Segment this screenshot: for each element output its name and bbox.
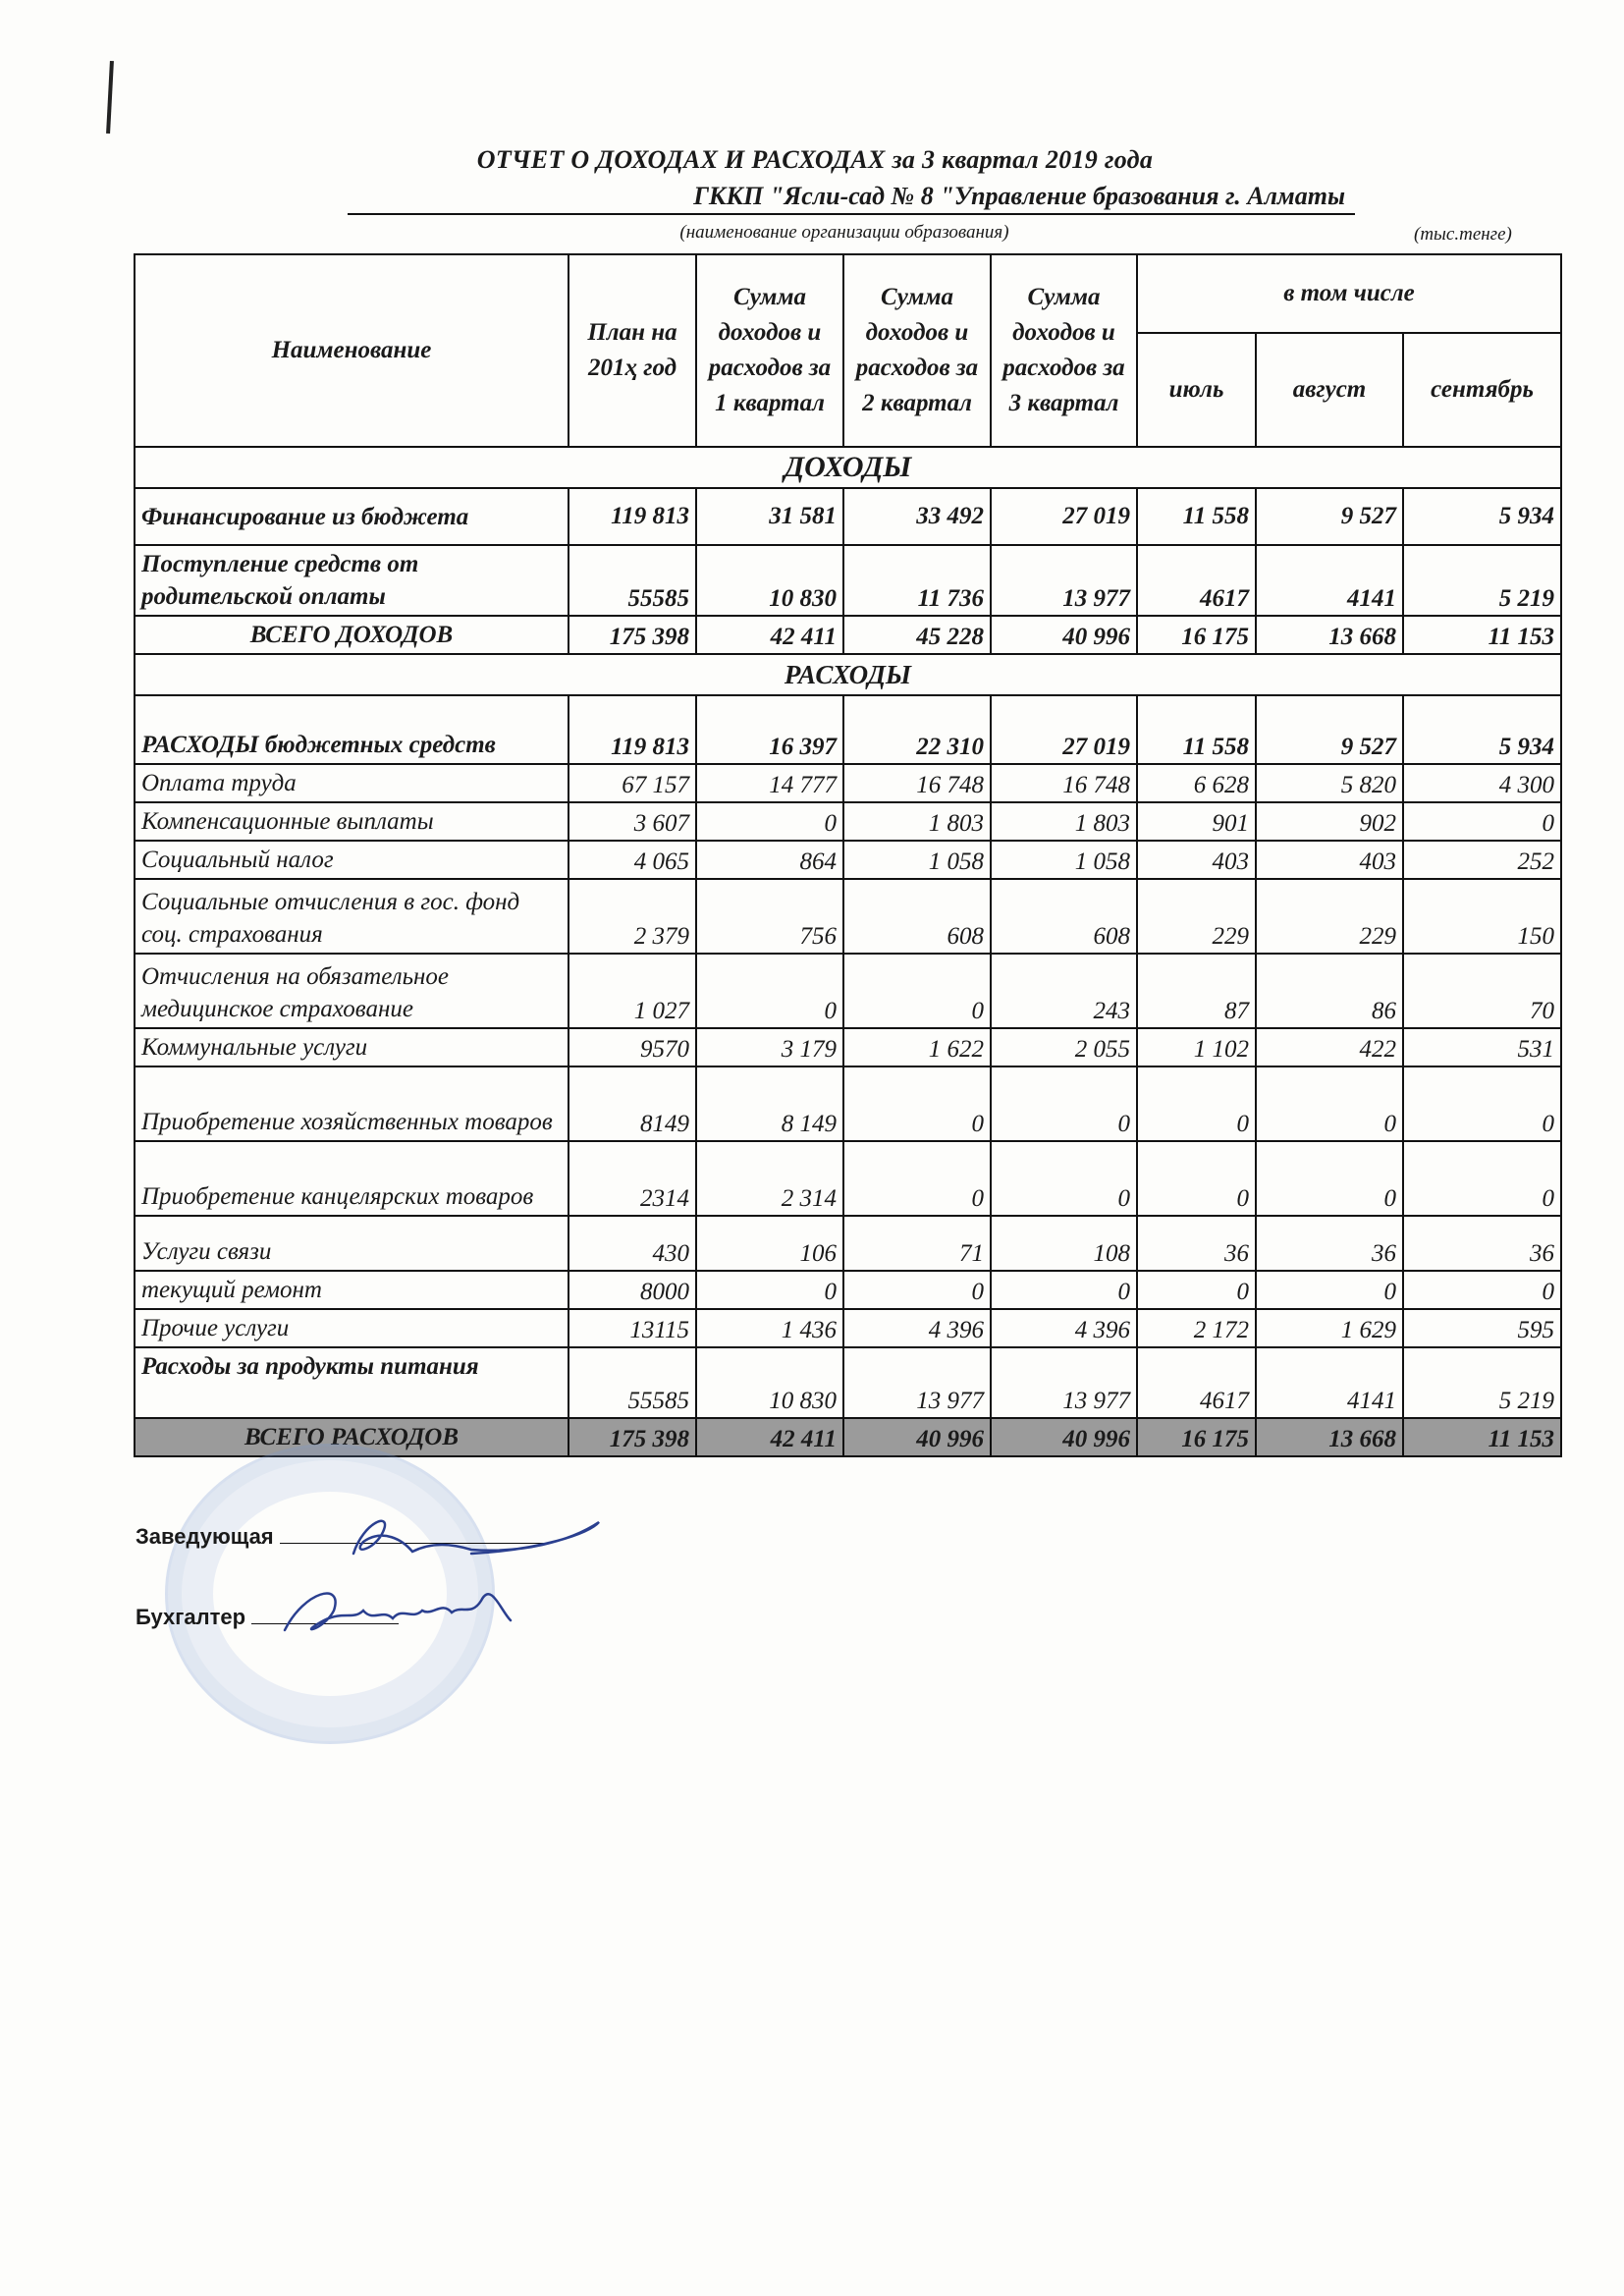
cell-july: 36 <box>1137 1216 1256 1271</box>
row-label: Социальные отчисления в гос. фонд соц. страхования <box>135 879 568 954</box>
accountant-label: Бухгалтер <box>135 1605 246 1629</box>
cell-july: 1 102 <box>1137 1028 1256 1066</box>
organization-name: ГККП "Ясли-сад № 8 "Управление бразования г. Алматы <box>348 182 1355 215</box>
cell-q2: 1 058 <box>843 841 991 879</box>
income-section-row <box>135 447 1561 488</box>
cell-august: 902 <box>1256 802 1403 841</box>
expense-row <box>135 1271 1561 1309</box>
cell-july: 4617 <box>1137 545 1256 616</box>
income-total-row <box>135 616 1561 654</box>
cell-q1: 0 <box>696 802 843 841</box>
cell-plan: 430 <box>568 1216 696 1271</box>
row-label: Расходы за продукты питания <box>135 1347 568 1418</box>
header-q3: Сумма доходов и расходов за 3 квартал <box>991 254 1137 447</box>
cell-july: 2 172 <box>1137 1309 1256 1347</box>
cell-august: 36 <box>1256 1216 1403 1271</box>
cell-august: 13 668 <box>1256 616 1403 654</box>
cell-july: 403 <box>1137 841 1256 879</box>
cell-august: 9 527 <box>1256 695 1403 764</box>
cell-q2: 1 803 <box>843 802 991 841</box>
expense-row <box>135 879 1561 954</box>
cell-q3: 243 <box>991 954 1137 1028</box>
cell-july: 0 <box>1137 1271 1256 1309</box>
cell-july: 229 <box>1137 879 1256 954</box>
cell-q3: 27 019 <box>991 488 1137 545</box>
row-label: Финансирование из бюджета <box>135 488 568 545</box>
cell-q3: 13 977 <box>991 1347 1137 1418</box>
expense-budget-row <box>135 695 1561 764</box>
expense-row <box>135 1309 1561 1347</box>
cell-q3: 16 748 <box>991 764 1137 802</box>
row-label: ВСЕГО ДОХОДОВ <box>135 616 568 654</box>
food-expense-row <box>135 1347 1561 1418</box>
cell-q2: 33 492 <box>843 488 991 545</box>
cell-q1: 864 <box>696 841 843 879</box>
report-table <box>134 253 1562 1457</box>
cell-plan: 119 813 <box>568 488 696 545</box>
cell-q3: 4 396 <box>991 1309 1137 1347</box>
cell-q1: 0 <box>696 1271 843 1309</box>
cell-q3: 2 055 <box>991 1028 1137 1066</box>
row-label: Приобретение хозяйственных товаров <box>135 1066 568 1141</box>
cell-september: 4 300 <box>1403 764 1561 802</box>
cell-q3: 608 <box>991 879 1137 954</box>
row-label: Оплата труда <box>135 764 568 802</box>
cell-q1: 3 179 <box>696 1028 843 1066</box>
head-signature <box>324 1493 619 1571</box>
cell-q1: 756 <box>696 879 843 954</box>
cell-july: 0 <box>1137 1066 1256 1141</box>
cell-august: 4141 <box>1256 1347 1403 1418</box>
cell-plan: 55585 <box>568 545 696 616</box>
cell-august: 229 <box>1256 879 1403 954</box>
expense-row <box>135 802 1561 841</box>
cell-august: 0 <box>1256 1141 1403 1216</box>
expense-section-title: РАСХОДЫ <box>135 654 1561 695</box>
cell-july: 0 <box>1137 1141 1256 1216</box>
cell-q3: 1 803 <box>991 802 1137 841</box>
cell-august: 13 668 <box>1256 1418 1403 1456</box>
income-rows <box>135 488 1561 654</box>
cell-q3: 0 <box>991 1066 1137 1141</box>
cell-plan: 175 398 <box>568 1418 696 1456</box>
income-section-title: ДОХОДЫ <box>135 447 1561 488</box>
header-name: Наименование <box>135 254 568 447</box>
header-july: июль <box>1137 333 1256 447</box>
cell-plan: 4 065 <box>568 841 696 879</box>
cell-august: 0 <box>1256 1066 1403 1141</box>
cell-q2: 4 396 <box>843 1309 991 1347</box>
expense-row <box>135 1141 1561 1216</box>
row-label: Прочие услуги <box>135 1309 568 1347</box>
expense-section-row <box>135 654 1561 695</box>
cell-q2: 13 977 <box>843 1347 991 1418</box>
cell-september: 36 <box>1403 1216 1561 1271</box>
report-title: ОТЧЕТ О ДОХОДАХ И РАСХОДАХ за 3 квартал 2019 года <box>476 145 1154 174</box>
header-plan: План на 201ҳ год <box>568 254 696 447</box>
cell-q2: 0 <box>843 1066 991 1141</box>
cell-september: 11 153 <box>1403 1418 1561 1456</box>
cell-q1: 16 397 <box>696 695 843 764</box>
cell-plan: 9570 <box>568 1028 696 1066</box>
head-label: Заведующая <box>135 1524 274 1549</box>
cell-q3: 0 <box>991 1271 1137 1309</box>
cell-q1: 8 149 <box>696 1066 843 1141</box>
cell-q3: 40 996 <box>991 1418 1137 1456</box>
cell-july: 11 558 <box>1137 488 1256 545</box>
table-header-row <box>135 254 1561 333</box>
cell-q2: 608 <box>843 879 991 954</box>
cell-plan: 2314 <box>568 1141 696 1216</box>
cell-july: 901 <box>1137 802 1256 841</box>
cell-q2: 11 736 <box>843 545 991 616</box>
cell-q2: 16 748 <box>843 764 991 802</box>
cell-september: 0 <box>1403 1271 1561 1309</box>
cell-september: 5 219 <box>1403 545 1561 616</box>
row-label: Поступление средств от родительской оплаты <box>135 545 568 616</box>
cell-july: 4617 <box>1137 1347 1256 1418</box>
cell-september: 5 934 <box>1403 695 1561 764</box>
cell-q3: 0 <box>991 1141 1137 1216</box>
cell-august: 0 <box>1256 1271 1403 1309</box>
cell-august: 5 820 <box>1256 764 1403 802</box>
cell-september: 252 <box>1403 841 1561 879</box>
row-label: текущий ремонт <box>135 1271 568 1309</box>
row-label: Социальный налог <box>135 841 568 879</box>
cell-august: 403 <box>1256 841 1403 879</box>
income-row <box>135 488 1561 545</box>
cell-august: 422 <box>1256 1028 1403 1066</box>
cell-july: 6 628 <box>1137 764 1256 802</box>
expense-row <box>135 954 1561 1028</box>
cell-q1: 14 777 <box>696 764 843 802</box>
row-label: ВСЕГО РАСХОДОВ <box>135 1418 568 1456</box>
cell-plan: 8000 <box>568 1271 696 1309</box>
accountant-signature <box>265 1571 540 1650</box>
cell-august: 9 527 <box>1256 488 1403 545</box>
expense-row <box>135 764 1561 802</box>
cell-plan: 55585 <box>568 1347 696 1418</box>
cell-q3: 1 058 <box>991 841 1137 879</box>
cell-q2: 0 <box>843 1141 991 1216</box>
cell-july: 16 175 <box>1137 616 1256 654</box>
cell-plan: 119 813 <box>568 695 696 764</box>
cell-q1: 42 411 <box>696 616 843 654</box>
cell-q2: 1 622 <box>843 1028 991 1066</box>
cell-q2: 0 <box>843 954 991 1028</box>
cell-q1: 42 411 <box>696 1418 843 1456</box>
cell-july: 87 <box>1137 954 1256 1028</box>
cell-september: 5 219 <box>1403 1347 1561 1418</box>
cell-september: 0 <box>1403 1066 1561 1141</box>
cell-august: 86 <box>1256 954 1403 1028</box>
cell-plan: 3 607 <box>568 802 696 841</box>
cell-q3: 27 019 <box>991 695 1137 764</box>
cell-september: 5 934 <box>1403 488 1561 545</box>
cell-september: 11 153 <box>1403 616 1561 654</box>
cell-q1: 1 436 <box>696 1309 843 1347</box>
cell-plan: 13115 <box>568 1309 696 1347</box>
cell-september: 0 <box>1403 1141 1561 1216</box>
organization-caption: (наименование организации образования) <box>679 222 1009 243</box>
cell-q1: 31 581 <box>696 488 843 545</box>
cell-september: 595 <box>1403 1309 1561 1347</box>
cell-july: 11 558 <box>1137 695 1256 764</box>
expense-row <box>135 1216 1561 1271</box>
header-september: сентябрь <box>1403 333 1561 447</box>
cell-q2: 0 <box>843 1271 991 1309</box>
cell-september: 150 <box>1403 879 1561 954</box>
cell-q2: 40 996 <box>843 1418 991 1456</box>
cell-july: 16 175 <box>1137 1418 1256 1456</box>
expense-rows <box>135 695 1561 1456</box>
cell-q3: 40 996 <box>991 616 1137 654</box>
cell-september: 531 <box>1403 1028 1561 1066</box>
expense-row <box>135 1066 1561 1141</box>
expense-row <box>135 841 1561 879</box>
cell-q2: 45 228 <box>843 616 991 654</box>
expense-row <box>135 1028 1561 1066</box>
header-including: в том числе <box>1137 254 1561 333</box>
units-label: (тыс.тенге) <box>1414 224 1512 245</box>
row-label: Услуги связи <box>135 1216 568 1271</box>
cell-plan: 2 379 <box>568 879 696 954</box>
row-label: Коммунальные услуги <box>135 1028 568 1066</box>
row-label: РАСХОДЫ бюджетных средств <box>135 695 568 764</box>
header-q2: Сумма доходов и расходов за 2 квартал <box>843 254 991 447</box>
cell-q1: 10 830 <box>696 545 843 616</box>
row-label: Компенсационные выплаты <box>135 802 568 841</box>
cell-q1: 0 <box>696 954 843 1028</box>
cell-q1: 2 314 <box>696 1141 843 1216</box>
cell-august: 4141 <box>1256 545 1403 616</box>
row-label: Отчисления на обязательное медицинское страхование <box>135 954 568 1028</box>
cell-plan: 175 398 <box>568 616 696 654</box>
income-row <box>135 545 1561 616</box>
margin-mark <box>106 61 114 134</box>
cell-september: 0 <box>1403 802 1561 841</box>
cell-plan: 8149 <box>568 1066 696 1141</box>
cell-plan: 1 027 <box>568 954 696 1028</box>
cell-q2: 22 310 <box>843 695 991 764</box>
cell-q3: 108 <box>991 1216 1137 1271</box>
cell-q2: 71 <box>843 1216 991 1271</box>
cell-plan: 67 157 <box>568 764 696 802</box>
cell-q1: 106 <box>696 1216 843 1271</box>
cell-september: 70 <box>1403 954 1561 1028</box>
header-q1: Сумма доходов и расходов за 1 квартал <box>696 254 843 447</box>
cell-q1: 10 830 <box>696 1347 843 1418</box>
cell-august: 1 629 <box>1256 1309 1403 1347</box>
row-label: Приобретение канцелярских товаров <box>135 1141 568 1216</box>
cell-q3: 13 977 <box>991 545 1137 616</box>
header-august: август <box>1256 333 1403 447</box>
